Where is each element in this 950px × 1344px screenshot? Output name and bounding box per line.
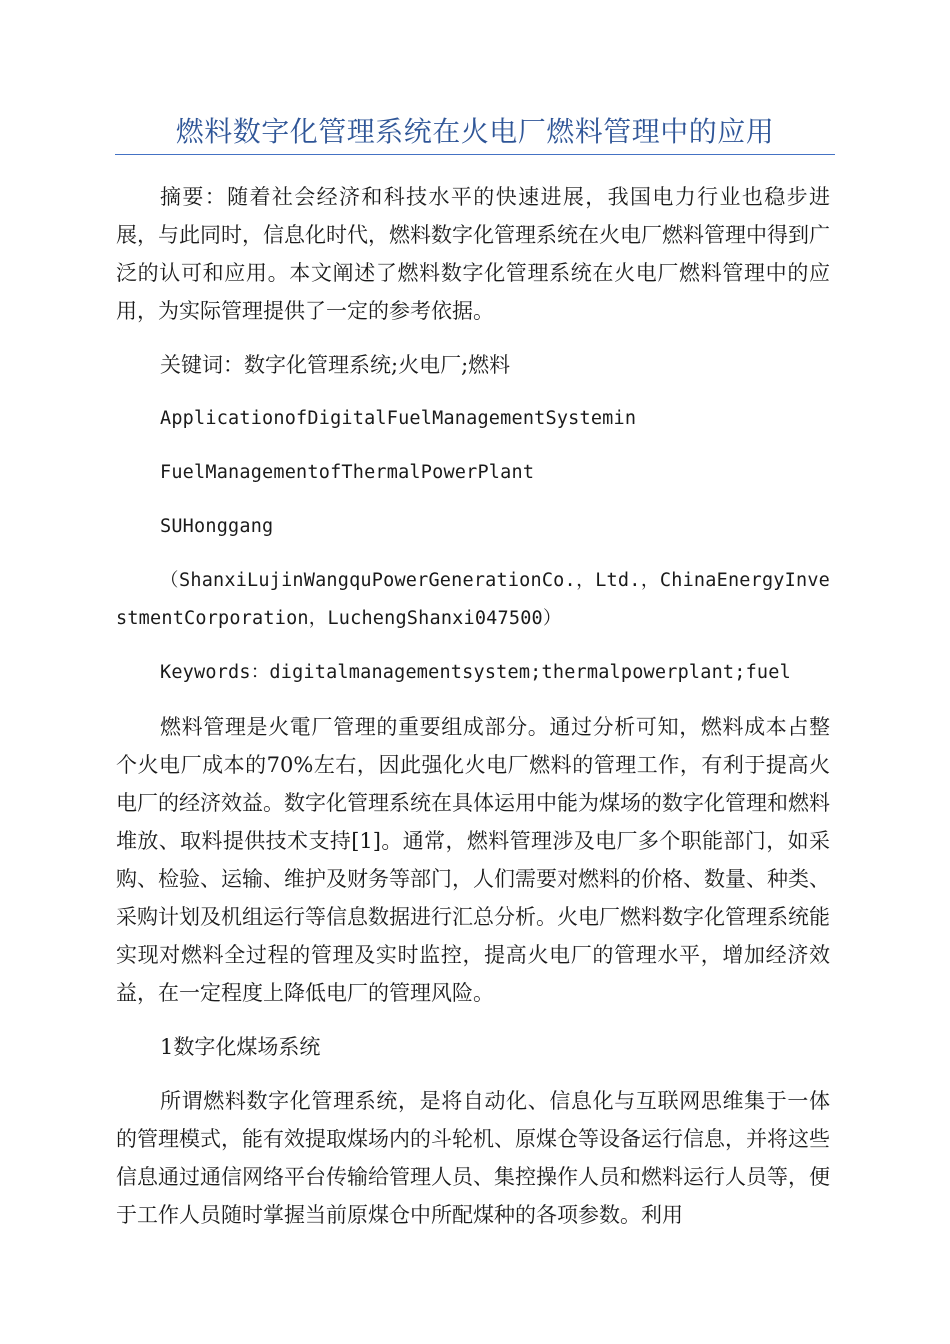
document-body [116, 178, 830, 1250]
section-1-paragraph: 所谓燃料数字化管理系统，是将自动化、信息化与互联网思维集于一体的管理模式，能有效提取煤场内的斗轮机、原煤仓等设备运行信息，并将这些信息通过通信网络平台传输给管理人员、集控操作人员和燃料运行人员等，便于工作人员随时掌握当前原煤仓中所配煤种的各项参数。利用 [116, 1089, 830, 1227]
section-heading: 1数字化煤场系统 [160, 1035, 321, 1059]
abstract-paragraph: 摘要：随着社会经济和科技水平的快速进展，我国电力行业也稳步进展，与此同时，信息化时代，燃料数字化管理系统在火电厂燃料管理中得到广泛的认可和应用。本文阐述了燃料数字化管理系统在火电厂燃料管理中的应用，为实际管理提供了一定的参考依据。 [116, 185, 830, 323]
author-affiliation: （ShanxiLujinWangquPowerGenerationCo.，Ltd.，ChinaEnergyInvestmentCorporation，LuchengShanxi047500） [116, 570, 830, 629]
intro-paragraph: 燃料管理是火電厂管理的重要组成部分。通过分析可知，燃料成本占整个火电厂成本的70%左右，因此强化火电厂燃料的管理工作，有利于提高火电厂的经济效益。数字化管理系统在具体运用中能为煤场的数字化管理和燃料堆放、取料提供技术支持[1]。通常，燃料管理涉及电厂多个职能部门，如采购、检验、运输、维护及财务等部门，人们需要对燃料的价格、数量、种类、采购计划及机组运行等信息数据进行汇总分析。火电厂燃料数字化管理系统能实现对燃料全过程的管理及实时监控，提高火电厂的管理水平，增加经济效益，在一定程度上降低电厂的管理风险。 [116, 715, 830, 1005]
document-title: 燃料数字化管理系统在火电厂燃料管理中的应用 [175, 115, 775, 148]
title-underline [115, 154, 835, 155]
keywords-cn: 关键词：数字化管理系统;火电厂;燃料 [160, 353, 511, 377]
keywords-en: Keywords：digitalmanagementsystem;thermalpowerplant;fuel [160, 662, 791, 683]
english-title-line-1: ApplicationofDigitalFuelManagementSystemin [160, 408, 637, 429]
author-name: SUHonggang [160, 516, 274, 537]
english-title-line-2: FuelManagementofThermalPowerPlant [160, 462, 535, 483]
